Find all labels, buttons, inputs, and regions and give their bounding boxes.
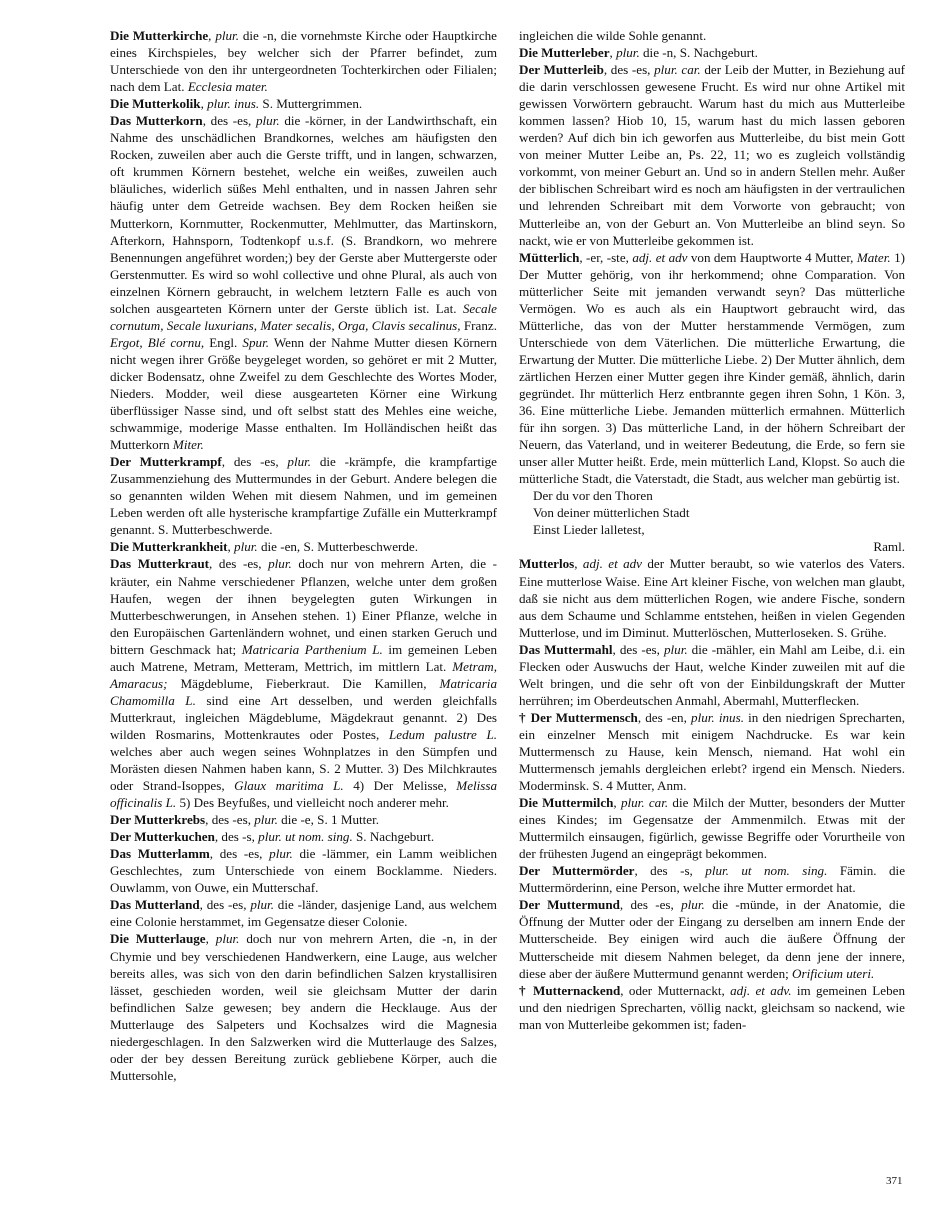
entry-text: , oder Mutternackt, xyxy=(620,982,731,998)
entry-term: plur. inus. xyxy=(207,96,260,112)
entry-text: 1) Der Mutter gehörig, von ihr herkommend; ohne Comparation. Von mütterlicher Seite mit jemanden verwandt seyn? Das mütterliche Vermögen. Wo es auch als ein Hauptwort gebraucht wird, das Mütterliche, das von der Mutter herstammende Vermögen, zum Unterschiede von dem Väterlichen. Die mütterliche Erwartung, die Erwartung der Mutter. Die mütterliche Liebe. 2) Der Mutter ähnlich, dem zärtlichen Herzen einer Mutter gegen ihre Kinder gemäß, ähnlich, darin gegründet. Ihr mütterlich Herz entbrannte gegen ihren Sohn, 1 Kön. 3, 36. Eine mütterliche Liebe. Jemanden mütterlich ermahnen. Mütterlich für ihn sorgen. 3) Das mütterliche Land, in der höhern Schreibart der Neuern, das Vaterland, und in weiterer Bedeutung, die Erde, so fern sie unser aller Mutter heißt. Erde, mein mütterlich Land, Klopst. So auch die mütterliche Stadt, die Vaterstadt, die Stadt, aus welcher man gebürtig ist. xyxy=(519,249,905,487)
entry-headword: Mütterlich xyxy=(519,249,580,265)
entry-headword: † Mutternackend xyxy=(519,982,621,998)
entry-text: S. Nachgeburt. xyxy=(352,829,435,845)
entry-text: Mägdeblume, Fieberkraut. Die Kamillen, xyxy=(167,675,440,691)
entry-text: S. Muttergrimmen. xyxy=(259,96,363,112)
entry-text: , des -es, xyxy=(209,846,270,862)
entry-headword: Das Mutterlamm xyxy=(110,846,210,862)
entry-headword: Der Mutterkuchen xyxy=(110,829,215,845)
entry-term: Orificium uteri. xyxy=(792,965,875,981)
entry-text: die -lämmer, ein Lamm weiblichen Geschlechtes, zum Unterschiede von einem Bocklamme. Nieders. Ouwlamm, von Ouwe, ein Mutterschaf. xyxy=(110,846,497,896)
entry-headword: Das Mutterland xyxy=(110,897,200,913)
right-column-bottom xyxy=(519,555,905,1032)
entry-term: plur. ut nom. sing. xyxy=(705,863,828,879)
dictionary-entry xyxy=(110,112,497,453)
dictionary-entry xyxy=(519,794,905,862)
entry-term: plur. ut nom. sing. xyxy=(258,829,353,845)
entry-term: Melissa officinalis L. xyxy=(110,778,498,811)
entry-term: plur. xyxy=(663,641,688,657)
dictionary-entry xyxy=(110,27,497,95)
entry-text: Wenn der Nahme Mutter diesen Körnern nicht wegen ihrer Größe beygeleget worden, so gehöret er mit 2 Mutter, dicker Bodensatz, ohne Zweifel zu dem Geschlechte des Wortes Moder, Nieders. Modder, weil diese ausgearteten Körner eine Wirkung überflüssiger Nasse sind, und oft selbst statt des Mehles eine weiche, schwammige, moderige Masse enthalten. Im Holländischen heißt das Mutterkorn xyxy=(110,334,497,453)
entry-text: , des -es, xyxy=(612,641,664,657)
entry-text: , -er, -ste, xyxy=(579,249,633,265)
dictionary-entry xyxy=(519,61,905,249)
entry-term: Secale cornutum, Secale luxurians, Mater secalis, Orga, Clavis secalinus, xyxy=(110,300,497,333)
entry-headword: Das Muttermahl xyxy=(519,641,613,657)
dictionary-entry xyxy=(519,27,905,44)
dictionary-entry xyxy=(519,44,905,61)
entry-headword: Die Mutterkolik xyxy=(110,96,201,112)
entry-term: plur. car. xyxy=(654,62,701,78)
dictionary-entry xyxy=(110,828,497,845)
entry-headword: Die Mutterkrankheit xyxy=(110,539,228,555)
entry-text: der Mutter beraubt, so wie vaterlos des Vaters. Eine mutterlose Waise. Eine Art kleiner Fische, von welchen man glaubt, daß sie nicht aus dem mütterlichen Rogen, wie andere Fische, sondern aus dem Schaume und Schlamme entstehen, heißen in vielen Gegenden Mutterlose, und im Diminut. Mutterlöschen, Mutterloseken. S. Grühe. xyxy=(519,556,905,640)
entry-text: , xyxy=(208,28,216,43)
entry-term: plur. car. xyxy=(620,795,669,811)
entry-headword: † Der Muttermensch xyxy=(519,709,638,725)
dictionary-entry xyxy=(519,641,905,709)
entry-text: welches aber auch wegen seines Wohnplatzes in den Sümpfen und Morästen diesen Nahmen haben kann, S. 2 Mutter. 3) Des Milchkrautes oder Strand-Isoppes, xyxy=(110,743,497,794)
entry-term: plur. xyxy=(269,846,293,862)
entry-text: , xyxy=(574,556,583,572)
dictionary-entry xyxy=(519,555,905,640)
entry-text: , xyxy=(613,795,621,811)
dictionary-entry xyxy=(519,982,905,1033)
entry-text: , des -en, xyxy=(637,709,692,725)
entry-term: plur. xyxy=(268,556,292,572)
entry-text: 5) Des Beyfußes, und vielleicht noch anderer mehr. xyxy=(176,795,449,811)
entry-text: , des -es, xyxy=(205,812,255,828)
entry-term: plur. xyxy=(256,113,280,129)
entry-term: Mater. xyxy=(856,249,891,265)
verse-line: Einst Lieder lalletest, xyxy=(533,522,645,538)
entry-text: der Leib der Mutter, in Beziehung auf die darin verschlossen gewesene Frucht. Es wird nur ohne Artikel mit gewissen Vorwörtern gebraucht. Warum hast du mich aus Mutterleibe kommen lassen? Hiob 10, 15, warum hast du mich lassen geboren werden? Auf dich bin ich geworfen aus Mutterleibe, du bist mein Gott von meiner Mutter Leibe an, Ps. 22, 11; wo es zugleich vollständig vorkommt, von meiner Geburt an. Und so in andern Stellen mehr. Außer der biblischen Schreibart wird es noch am häufigsten in der vertraulichen und lehrenden Schreibart mit dem Vorworte von gebraucht; von Mutterleibe an, von der Geburt an. Von Mutterleibe an blind seyn. So nackt, wie er von Mutterleibe gekommen ist. xyxy=(519,62,905,248)
entry-headword: Das Mutterkraut xyxy=(110,556,209,572)
entry-text: im gemeinen Leben auch Matrene, Metram, Metteram, Mettrich, im mittlern Lat. xyxy=(110,641,497,674)
entry-term: Ledum palustre L. xyxy=(389,726,498,742)
entry-text: , xyxy=(200,96,208,112)
entry-headword: Der Muttermund xyxy=(519,897,620,913)
entry-headword: Die Mutterkirche xyxy=(110,28,209,43)
entry-term: plur. xyxy=(215,28,239,43)
entry-headword: Der Mutterleib xyxy=(519,62,604,78)
entry-text: die -länder, dasjenige Land, aus welchem eine Colonie herstammet, im Gegensatze dieser Colonie. xyxy=(110,897,497,930)
entry-text: , xyxy=(205,931,216,947)
entry-text: im gemeinen Leben und den niedrigen Sprecharten, völlig nackt, gleichsam so nackend, wie man von Mutterleibe gekommen ist; faden- xyxy=(519,982,905,1032)
entry-text: , des -es, xyxy=(202,113,256,129)
entry-text: , xyxy=(609,45,617,61)
dictionary-entry xyxy=(110,811,497,828)
entry-term: plur. xyxy=(254,812,278,828)
entry-text: von dem Hauptworte 4 Mutter, xyxy=(687,249,857,265)
entry-text: die -mähler, ein Mahl am Leibe, d.i. ein Flecken oder Auswuchs der Haut, welche Kinder zuweilen mit auf die Welt bringen, und die sehr oft von der Einbildungskraft der Mutter herrühren; im Oberdeutschen Anmahl, Abermahl, Mutterflecken. xyxy=(519,641,905,708)
entry-text: die Milch der Mutter, besonders der Mutter eines Kindes; im Gegensatze der Ammenmilch. Etwas mit der Muttermilch einsaugen, figürlich, gewisse Begriffe oder Vorurtheile von der frühesten Jugend an eingeprägt bekommen. xyxy=(519,795,905,862)
entry-term: Metram, Amaracus; xyxy=(110,658,497,691)
entry-text: die -n, die vornehmste Kirche oder Hauptkirche eines Kirchspieles, bey welcher sich der Pfarrer befindet, zum Unterschiede von den ihr untergeordneten Tochterkirchen oder Filialen; nach dem Lat. xyxy=(110,28,497,95)
verse-line: Der du vor den Thoren xyxy=(533,488,653,504)
entry-headword: Der Mutterkrebs xyxy=(110,812,206,828)
entry-term: plur. xyxy=(215,931,240,947)
dictionary-entry xyxy=(519,896,905,981)
entry-text: ingleichen die wilde Sohle genannt. xyxy=(519,28,707,43)
entry-text: die -n, S. Nachgeburt. xyxy=(639,45,758,61)
entry-text: , des -es, xyxy=(209,556,269,572)
entry-text: Franz. xyxy=(460,317,497,333)
entry-text: die -körner, in der Landwirthschaft, ein Nahme des unschädlichen Brandkornes, welches am häufigsten den Rocken, zuweilen aber auch die Gerste trifft, und in langen, schwarzen, oft krummen Körnern bestehet, welche ein weißes, zuweilen auch bläuliches, widerlich süßes Mehl enthalten, und in nassen Jahren sehr häufig unter dem Getreide wachsen. Bey dem Rocken heißen sie Mutterkorn, Kornmutter, Rockenmutter, Mehlmutter, das Martinskorn, Afterkorn, Hahnsporn, Todtenkopf u.s.f. (S. Brandkorn, wo mehrere Benennungen angeführet worden;) bey der Gerste aber Muttergerste oder Gerstenmutter. Es wird so wohl collective und ohne Plural, als auch von einzelnen Körnern gebraucht, in welchem letztern Falle es auch von solchen ausgearteten Körnern unter der Gerste üblich ist. Lat. xyxy=(110,113,497,316)
entry-headword: Der Mutterkrampf xyxy=(110,454,222,470)
entry-term: plur. xyxy=(250,897,274,913)
entry-text: in den niedrigen Sprecharten, ein einzelner Mensch mit einigem Nachdrucke. Es war kein Muttermensch zu Hause, kein Mensch, niemand. Hat wohl ein Muttermensch jemahls dergleichen erlebt? irgend ein Mensch. Nieders. Moderminsk. S. 4 Mutter, Anm. xyxy=(519,709,905,794)
dictionary-entry xyxy=(110,555,497,811)
right-column-top xyxy=(519,27,905,487)
entry-term: plur. xyxy=(287,454,312,470)
dictionary-entry xyxy=(519,709,905,794)
entry-text: doch nur von mehrern Arten, die -n, in der Chymie und bey verschiedenen Handwerkern, eine Lauge, aus welcher bereits alles, was sich von den darin befindlichen Salzen krystallisiren lässet, geschieden worden, weil sie gleichsam Mutter der darin befindlichen Salze gewesen; bey andern die Hecklauge. Aus der Mutterlauge des Salpeters und Kochsalzes wird die Magnesia niedergeschlagen. In den Salzwerken wird die Mutterlauge des Salzes, oder der bey dessen Bereitung zurück gebliebene Körper, auch die Muttersohle, xyxy=(110,931,498,1083)
entry-text: , des -es, xyxy=(221,454,288,470)
entry-term: Matricaria Chamomilla L. xyxy=(110,675,497,708)
entry-headword: Mutterlos xyxy=(519,556,575,572)
entry-term: plur. xyxy=(234,539,258,555)
entry-text: die -münde, in der Anatomie, die Öffnung der Mutter oder der Eingang zu derselben am innern Ende der Mutterscheide. Bey einigen wird auch die äußere Öffnung der Mutterscheide mit diesem Nahmen beleget, da denn jene der innere, diese aber der äußere Muttermund genannt werden; xyxy=(519,897,906,981)
entry-text: , des -es, xyxy=(603,62,655,78)
entry-headword: Die Muttermilch xyxy=(519,795,614,811)
entry-text: 4) Der Melisse, xyxy=(343,778,457,794)
entry-term: plur. inus. xyxy=(691,709,744,725)
entry-text: die -krämpfe, die krampfartige Zusammenziehung des Muttermundes in der Geburt. Andere belegen die so genannten wilden Wehen mit diesem Nahmen, und im gemeinen Leben werden oft alle hysterische krampfartige Zufälle ein Mutterkrampf genannt. S. Mutterbeschwerde. xyxy=(110,454,497,538)
left-column xyxy=(110,27,497,1084)
entry-term: Miter. xyxy=(172,437,204,453)
entry-term: plur. xyxy=(616,45,640,61)
page-number: 371 xyxy=(886,1175,903,1187)
entry-text: , des -es, xyxy=(199,897,251,913)
dictionary-entry xyxy=(110,453,497,538)
entry-headword: Das Mutterkorn xyxy=(110,113,203,129)
entry-headword: Die Mutterleber xyxy=(519,45,610,61)
dictionary-entry xyxy=(110,95,497,112)
entry-text: die -en, S. Mutterbeschwerde. xyxy=(257,539,419,555)
entry-text: Fämin. die Muttermörderinn, eine Person, welche ihre Mutter ermordet hat. xyxy=(519,863,906,896)
right-column xyxy=(519,27,905,1033)
verse-source: Raml. xyxy=(873,539,905,555)
dictionary-entry xyxy=(110,538,497,555)
dictionary-entry xyxy=(519,862,905,896)
entry-headword: Die Mutterlauge xyxy=(110,931,206,947)
entry-text: , xyxy=(227,539,235,555)
entry-term: adj. et adv. xyxy=(730,982,792,998)
entry-term: adj. et adv xyxy=(632,249,688,265)
entry-text: , des -s, xyxy=(634,863,706,879)
entry-text: , des -s, xyxy=(214,829,259,845)
verse-quote xyxy=(519,487,905,538)
entry-term: Matricaria Parthenium L. xyxy=(241,641,383,657)
entry-headword: Der Muttermörder xyxy=(519,863,635,879)
verse-line: Von deiner mütterlichen Stadt xyxy=(533,505,690,521)
entry-term: Spur. xyxy=(242,334,269,350)
entry-text: sind eine Art desselben, und werden gleichfalls Mutterkraut, ingleichen Mägdeblume, Mägdekraut genannt. 2) Des wilden Rosmarins, Mottenkrautes oder Postes, xyxy=(110,692,497,742)
entry-text: die -e, S. 1 Mutter. xyxy=(277,812,380,828)
dictionary-entry xyxy=(519,249,905,488)
dictionary-entry xyxy=(110,930,497,1083)
entry-term: Glaux maritima L. xyxy=(234,778,344,794)
entry-term: Ecclesia mater. xyxy=(187,79,268,95)
entry-term: Ergot, Blé cornu, xyxy=(110,334,205,350)
entry-text: , des -es, xyxy=(619,897,682,913)
entry-term: adj. et adv xyxy=(582,556,642,572)
dictionary-entry xyxy=(110,896,497,930)
entry-text: doch nur von mehrern Arten, die -kräuter, ein Nahme verschiedener Pflanzen, welche unter dem großen Haufen, wegen der ihnen beygelegten guten Wirkungen in Mutterbeschwerungen, in Ansehen stehen. 1) Einer Pflanze, welche in den Europäischen Gartenländern wohnet, und einen starken Geruch und bittern Geschmack hat; xyxy=(110,556,498,657)
entry-text: Engl. xyxy=(204,334,243,350)
dictionary-entry xyxy=(110,845,497,896)
entry-term: plur. xyxy=(681,897,705,913)
